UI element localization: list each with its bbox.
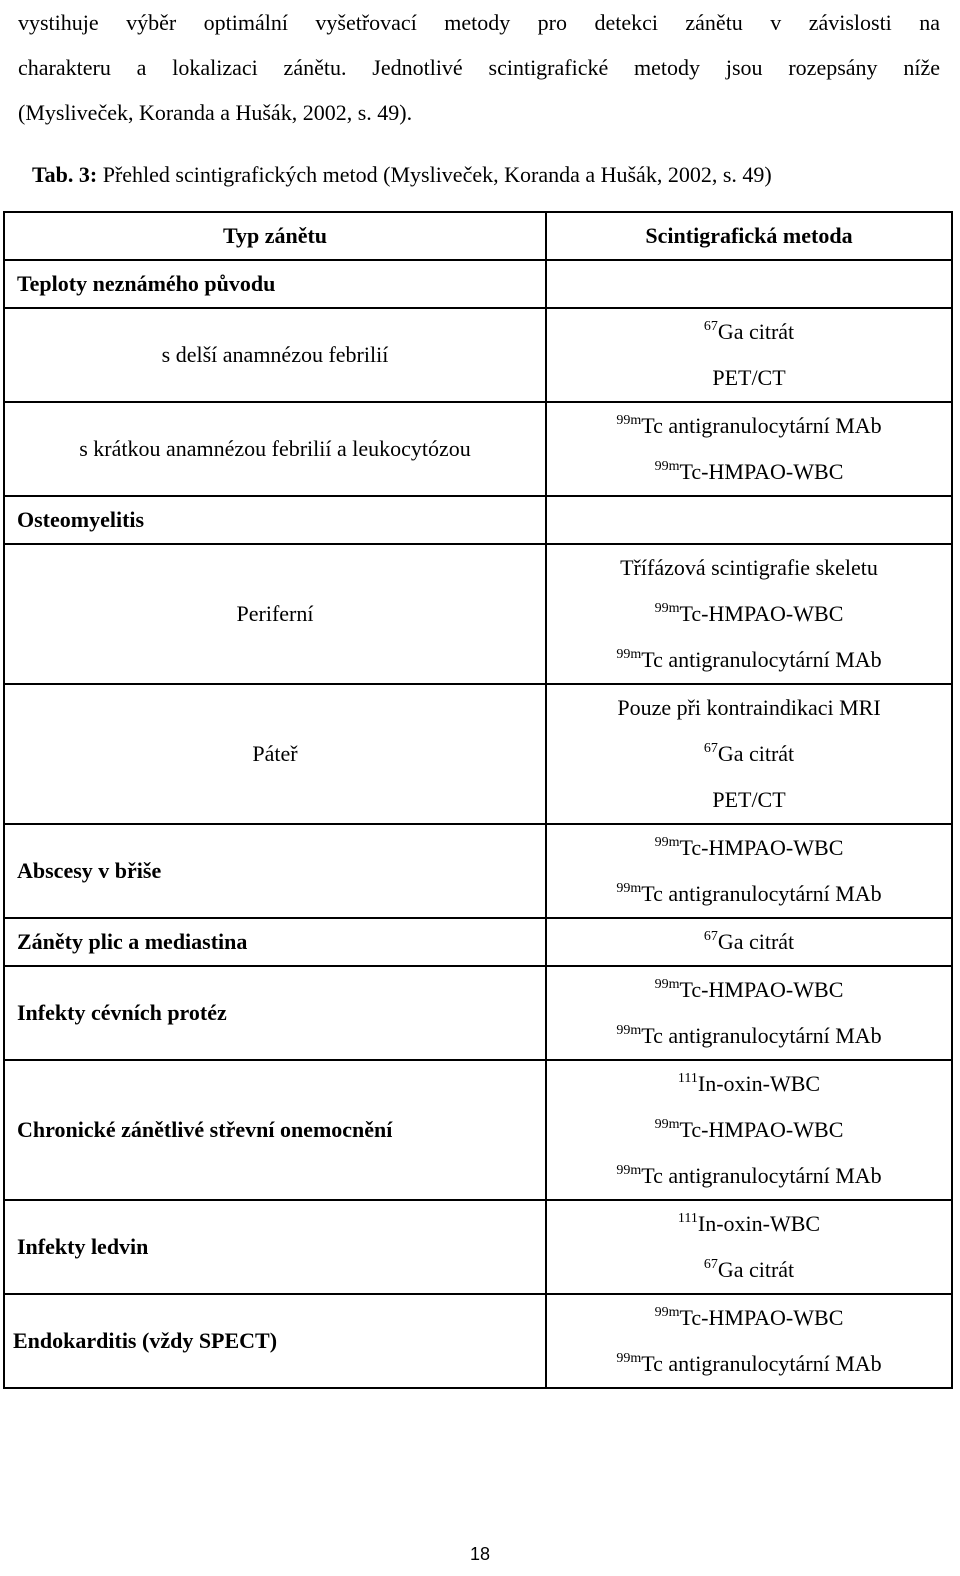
methods-table bbox=[3, 211, 953, 1389]
method-item bbox=[547, 825, 951, 871]
isotope-sup: 99m bbox=[654, 459, 680, 474]
method-cell bbox=[546, 1200, 952, 1294]
table-row bbox=[4, 260, 952, 308]
method-item bbox=[547, 1201, 951, 1247]
type-cell: Teploty neznámého původu bbox=[4, 260, 546, 308]
method-item bbox=[547, 355, 951, 401]
method-cell bbox=[546, 918, 952, 966]
method-item bbox=[547, 637, 951, 683]
method-text: Tc antigranulocytární MAb bbox=[641, 881, 882, 906]
method-text: Tc-HMPAO-WBC bbox=[679, 977, 844, 1002]
isotope-sup: 67 bbox=[703, 319, 718, 334]
method-text: Tc antigranulocytární MAb bbox=[641, 647, 882, 672]
method-cell bbox=[546, 496, 952, 544]
method-cell bbox=[546, 684, 952, 824]
isotope-sup: 99m bbox=[616, 1351, 642, 1366]
method-text: In-oxin-WBC bbox=[697, 1211, 821, 1236]
header-type: Typ zánětu bbox=[4, 212, 546, 260]
table-row bbox=[4, 1294, 952, 1388]
method-item bbox=[547, 967, 951, 1013]
table-row bbox=[4, 1060, 952, 1200]
intro-paragraph bbox=[18, 0, 940, 135]
method-item bbox=[547, 731, 951, 777]
isotope-sup: 111 bbox=[677, 1211, 698, 1226]
method-text: Ga citrát bbox=[717, 929, 795, 954]
method-item bbox=[547, 919, 951, 965]
isotope-sup: 99m bbox=[654, 1305, 680, 1320]
method-cell bbox=[546, 1060, 952, 1200]
method-text: Tc antigranulocytární MAb bbox=[641, 413, 882, 438]
isotope-sup: 99m bbox=[654, 977, 680, 992]
type-cell: Infekty cévních protéz bbox=[4, 966, 546, 1060]
method-item bbox=[547, 1107, 951, 1153]
method-item bbox=[547, 1341, 951, 1387]
table-header-row bbox=[4, 212, 952, 260]
method-cell bbox=[546, 544, 952, 684]
method-cell bbox=[546, 1294, 952, 1388]
table-row bbox=[4, 966, 952, 1060]
type-cell: s krátkou anamnézou febrilií a leukocytózou bbox=[4, 402, 546, 496]
table-row bbox=[4, 1200, 952, 1294]
method-text: Tc-HMPAO-WBC bbox=[679, 601, 844, 626]
table-row bbox=[4, 308, 952, 402]
isotope-sup: 111 bbox=[677, 1071, 698, 1086]
method-text: PET/CT bbox=[712, 365, 786, 390]
isotope-sup: 99m bbox=[654, 835, 680, 850]
isotope-sup: 67 bbox=[703, 741, 718, 756]
type-cell: Infekty ledvin bbox=[4, 1200, 546, 1294]
method-item bbox=[547, 591, 951, 637]
method-text: Tc antigranulocytární MAb bbox=[641, 1023, 882, 1048]
method-item bbox=[547, 1295, 951, 1341]
method-item bbox=[547, 309, 951, 355]
type-cell: Chronické zánětlivé střevní onemocnění bbox=[4, 1060, 546, 1200]
method-text: Ga citrát bbox=[717, 741, 795, 766]
intro-line: vystihuje výběr optimální vyšetřovací metody pro detekci zánětu v závislosti na bbox=[18, 10, 940, 35]
type-cell: Páteř bbox=[4, 684, 546, 824]
type-cell: s delší anamnézou febrilií bbox=[4, 308, 546, 402]
method-item bbox=[547, 545, 951, 591]
method-text: In-oxin-WBC bbox=[697, 1071, 821, 1096]
isotope-sup: 99m bbox=[654, 1117, 680, 1132]
header-method: Scintigrafická metoda bbox=[546, 212, 952, 260]
method-text: Pouze při kontraindikaci MRI bbox=[617, 695, 881, 720]
isotope-sup: 99m bbox=[616, 881, 642, 896]
isotope-sup: 99m bbox=[654, 601, 680, 616]
page-number: 18 bbox=[469, 1544, 491, 1564]
method-text: PET/CT bbox=[712, 787, 786, 812]
method-text: Ga citrát bbox=[717, 1257, 795, 1282]
method-cell bbox=[546, 966, 952, 1060]
method-cell bbox=[546, 260, 952, 308]
table-row bbox=[4, 496, 952, 544]
table-row bbox=[4, 402, 952, 496]
method-text: Tc-HMPAO-WBC bbox=[679, 835, 844, 860]
method-cell bbox=[546, 824, 952, 918]
table-row bbox=[4, 684, 952, 824]
table-row bbox=[4, 824, 952, 918]
isotope-sup: 67 bbox=[703, 929, 718, 944]
method-item bbox=[547, 449, 951, 495]
table-caption bbox=[32, 152, 772, 197]
method-item bbox=[547, 403, 951, 449]
method-text: Ga citrát bbox=[717, 319, 795, 344]
method-text: Třífázová scintigrafie skeletu bbox=[620, 555, 878, 580]
isotope-sup: 99m bbox=[616, 1023, 642, 1038]
method-item bbox=[547, 1153, 951, 1199]
method-item bbox=[547, 1247, 951, 1293]
method-item bbox=[547, 685, 951, 731]
method-text: Tc-HMPAO-WBC bbox=[679, 459, 844, 484]
method-text: Tc-HMPAO-WBC bbox=[679, 1117, 844, 1142]
intro-line: charakteru a lokalizaci zánětu. Jednotlivé scintigrafické metody jsou rozepsány níže bbox=[18, 55, 940, 80]
method-item bbox=[547, 871, 951, 917]
method-cell bbox=[546, 402, 952, 496]
method-text: Tc antigranulocytární MAb bbox=[641, 1351, 882, 1376]
type-cell: Endokarditis (vždy SPECT) bbox=[4, 1294, 546, 1388]
method-cell bbox=[546, 308, 952, 402]
method-text: Tc-HMPAO-WBC bbox=[679, 1305, 844, 1330]
table-row bbox=[4, 544, 952, 684]
table-row bbox=[4, 918, 952, 966]
type-cell: Periferní bbox=[4, 544, 546, 684]
method-item bbox=[547, 777, 951, 823]
method-item bbox=[547, 1061, 951, 1107]
isotope-sup: 99m bbox=[616, 413, 642, 428]
type-cell: Záněty plic a mediastina bbox=[4, 918, 546, 966]
isotope-sup: 99m bbox=[616, 647, 642, 662]
intro-line: (Mysliveček, Koranda a Hušák, 2002, s. 49). bbox=[18, 100, 413, 125]
type-cell: Osteomyelitis bbox=[4, 496, 546, 544]
type-cell: Abscesy v břiše bbox=[4, 824, 546, 918]
method-item bbox=[547, 1013, 951, 1059]
isotope-sup: 67 bbox=[703, 1257, 718, 1272]
caption-text: Přehled scintigrafických metod (Mysliveček, Koranda a Hušák, 2002, s. 49) bbox=[97, 162, 772, 187]
caption-label: Tab. 3: bbox=[32, 162, 98, 187]
isotope-sup: 99m bbox=[616, 1163, 642, 1178]
method-text: Tc antigranulocytární MAb bbox=[641, 1163, 882, 1188]
